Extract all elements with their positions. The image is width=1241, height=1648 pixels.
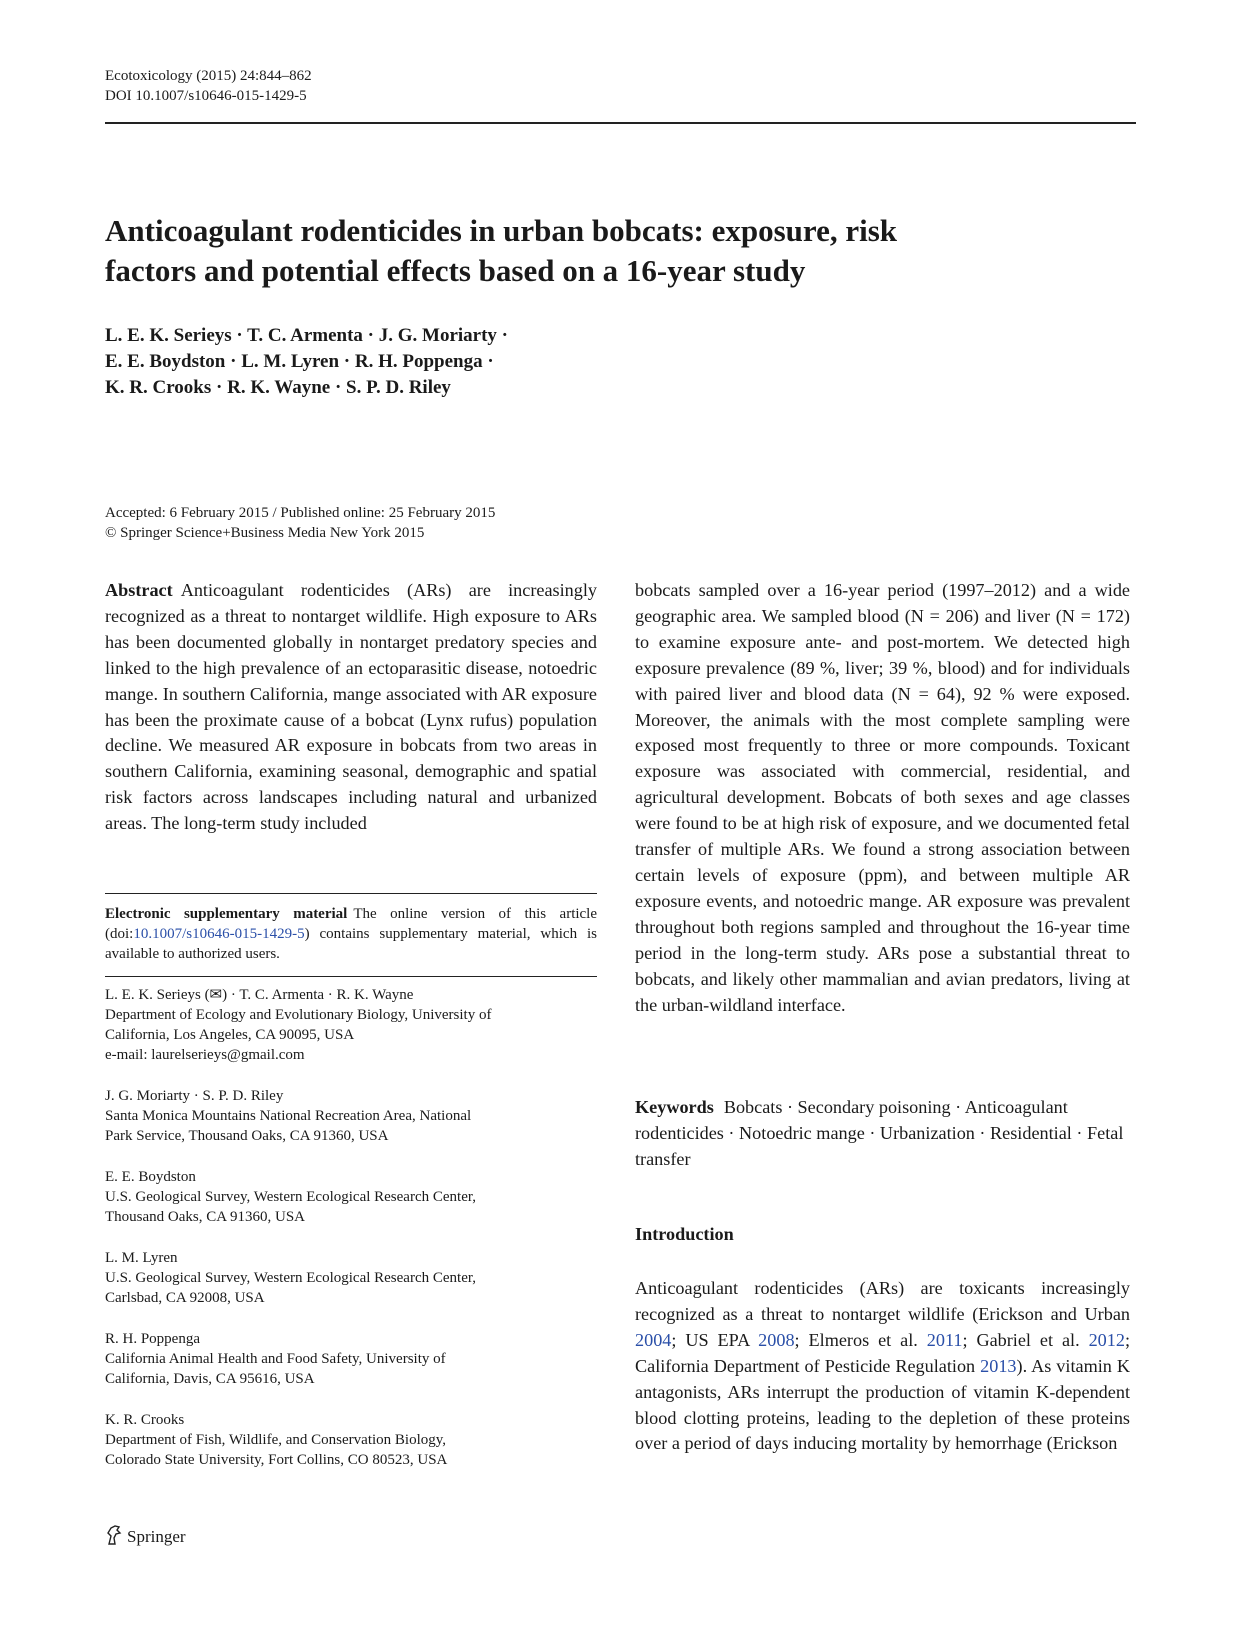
abstract-text-right: bobcats sampled over a 16-year period (1997–2012) and a wide geographic area. We sampled blood (N = 206) and liver (N = 172) to examine exposure ante- and post-mortem. We detected high exposure prevalence (89 %, liver; 39 %, blood) and for individuals with paired liver and blood data (N = 64), 92 % were exposed. Moreover, the animals with the most complete sampling were exposed most frequently to three or more compounds. Toxicant exposure was associated with commercial, residential, and agricultural development. Bobcats of both sexes and age classes were found to be at high risk of exposure, and we documented fetal transfer of multiple ARs. We found a strong association between certain levels of exposure (ppm), and between multiple AR exposure events, and notoedric mange. AR exposure was prevalent throughout both regions sampled and throughout the 16-year time period in the long-term study. ARs pose a substantial threat to bobcats, and likely other mammalian and avian predators, living at the urban-wildland interface. xyxy=(635,580,1130,1015)
abstract-left-column xyxy=(105,578,597,837)
affiliation-line: California, Los Angeles, CA 90095, USA xyxy=(105,1027,355,1043)
affiliations xyxy=(105,985,597,1491)
affiliation-block xyxy=(105,1248,597,1308)
journal-header xyxy=(105,66,605,106)
affiliation-line: U.S. Geological Survey, Western Ecological Research Center, xyxy=(105,1270,476,1286)
esm-text-before: The online version of this article (doi: xyxy=(105,906,598,942)
affiliation-line: California Animal Health and Food Safety, University of xyxy=(105,1351,446,1367)
citation-link[interactable]: 2013 xyxy=(980,1355,1017,1376)
affiliation-names: L. E. K. Serieys (✉) · T. C. Armenta · R. K. Wayne xyxy=(105,987,414,1003)
accepted-published-dates: Accepted: 6 February 2015 / Published online: 25 February 2015 xyxy=(105,505,496,521)
affiliation-block xyxy=(105,985,597,1065)
author-line-3: K. R. Crooks · R. K. Wayne · S. P. D. Riley xyxy=(105,377,451,398)
intro-text: ; Elmeros et al. xyxy=(794,1329,927,1350)
publication-dates xyxy=(105,503,705,543)
affiliation-block xyxy=(105,1086,597,1146)
affiliation-line: Thousand Oaks, CA 91360, USA xyxy=(105,1209,306,1225)
abstract-right-column xyxy=(635,578,1130,1018)
affiliation-line: Colorado State University, Fort Collins, CO 80523, USA xyxy=(105,1452,448,1468)
keywords xyxy=(635,1095,1130,1173)
intro-text: ; Gabriel et al. xyxy=(962,1329,1089,1350)
affiliation-line: Department of Fish, Wildlife, and Conservation Biology, xyxy=(105,1432,447,1448)
citation-link[interactable]: 2004 xyxy=(635,1329,672,1350)
esm-text-after: ) contains supplementary material, which is available to authorized users. xyxy=(105,926,597,962)
affiliation-line: Santa Monica Mountains National Recreation Area, National xyxy=(105,1108,472,1124)
affiliation-names: L. M. Lyren xyxy=(105,1250,178,1266)
affiliation-names: E. E. Boydston xyxy=(105,1169,196,1185)
esm-rule xyxy=(105,893,597,894)
publisher-name: Springer xyxy=(127,1527,186,1546)
affiliation-names: J. G. Moriarty · S. P. D. Riley xyxy=(105,1088,284,1104)
esm-doi-link[interactable]: 10.1007/s10646-015-1429-5 xyxy=(133,926,305,942)
author-line-1: L. E. K. Serieys · T. C. Armenta · J. G. Moriarty · xyxy=(105,325,509,346)
affiliation-line: U.S. Geological Survey, Western Ecological Research Center, xyxy=(105,1189,476,1205)
affiliation-line: Park Service, Thousand Oaks, CA 91360, USA xyxy=(105,1128,389,1144)
affiliation-line: California, Davis, CA 95616, USA xyxy=(105,1371,315,1387)
intro-text: ; California Department of Pesticide Regulation xyxy=(635,1329,1131,1376)
publisher-footer xyxy=(105,1524,305,1548)
intro-text: ). As vitamin K antagonists, ARs interrupt the production of vitamin K-dependent blood clotting proteins, leading to the depletion of these proteins over a period of days inducing mortality by hemorrhage (Erickson xyxy=(635,1355,1130,1454)
author-list xyxy=(105,323,805,401)
affiliation-block xyxy=(105,1329,597,1389)
title-line-2: factors and potential effects based on a 16-year study xyxy=(105,253,806,288)
keywords-label: Keywords xyxy=(635,1097,714,1117)
article-doi: DOI 10.1007/s10646-015-1429-5 xyxy=(105,88,307,104)
copyright-notice: © Springer Science+Business Media New York 2015 xyxy=(105,525,425,541)
affiliation-block xyxy=(105,1410,597,1470)
affiliation-names: K. R. Crooks xyxy=(105,1412,185,1428)
citation-link[interactable]: 2011 xyxy=(926,1329,963,1350)
affiliation-email[interactable]: e-mail: laurelserieys@gmail.com xyxy=(105,1047,305,1063)
supplementary-material-note xyxy=(105,904,597,964)
intro-text: ; US EPA xyxy=(671,1329,759,1350)
keywords-text: Bobcats · Secondary poisoning · Anticoagulant rodenticides · Notoedric mange · Urbanization · Residential · Fetal transfer xyxy=(635,1097,1124,1169)
affiliation-names: R. H. Poppenga xyxy=(105,1331,200,1347)
citation-link[interactable]: 2008 xyxy=(758,1329,795,1350)
title-line-1: Anticoagulant rodenticides in urban bobcats: exposure, risk xyxy=(105,213,898,248)
author-line-2: E. E. Boydston · L. M. Lyren · R. H. Poppenga · xyxy=(105,351,494,372)
affiliation-rule xyxy=(105,976,597,977)
abstract-label: Abstract xyxy=(105,580,173,600)
introduction-text xyxy=(635,1276,1130,1457)
citation-link[interactable]: 2012 xyxy=(1088,1329,1125,1350)
springer-horse-icon xyxy=(105,1524,123,1546)
abstract-text-left: Anticoagulant rodenticides (ARs) are increasingly recognized as a threat to nontarget wildlife. High exposure to ARs has been documented globally in nontarget predatory species and linked to the high prevalence of an ectoparasitic disease, notoedric mange. In southern California, mange associated with AR exposure has been the proximate cause of a bobcat (Lynx rufus) population decline. We measured AR exposure in bobcats from two areas in southern California, examining seasonal, demographic and spatial risk factors across landscapes including natural and urbanized areas. The long-term study included xyxy=(105,580,597,834)
header-rule xyxy=(105,122,1136,124)
paper-title xyxy=(105,211,1105,291)
intro-text: Anticoagulant rodenticides (ARs) are toxicants increasingly recognized as a threat to nontarget wildlife (Erickson and Urban xyxy=(635,1278,1130,1324)
esm-label: Electronic supplementary material xyxy=(105,906,348,922)
section-heading-introduction: Introduction xyxy=(635,1224,734,1244)
affiliation-line: Department of Ecology and Evolutionary Biology, University of xyxy=(105,1007,492,1023)
affiliation-block xyxy=(105,1167,597,1227)
journal-citation: Ecotoxicology (2015) 24:844–862 xyxy=(105,68,312,84)
affiliation-line: Carlsbad, CA 92008, USA xyxy=(105,1290,265,1306)
